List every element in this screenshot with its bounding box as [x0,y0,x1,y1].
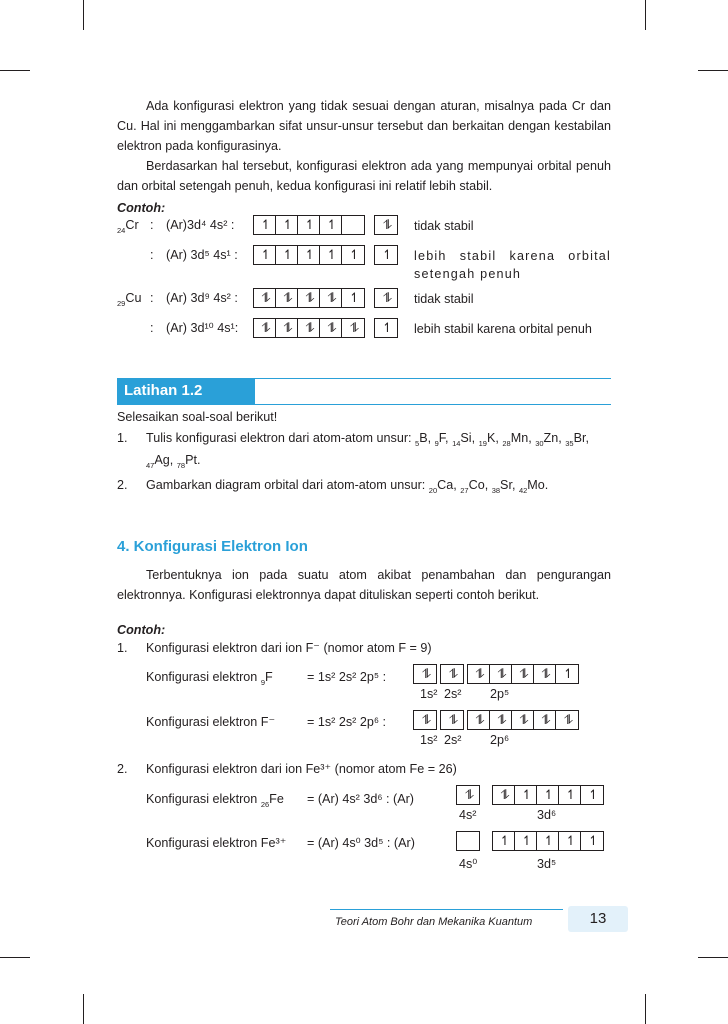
crop-mark [645,0,646,30]
label-2p5: 2p⁵ [490,687,510,701]
fe-config-label: Konfigurasi elektron $_{26}$Fe [146,792,284,809]
orbital-box: ⥮ [349,320,357,335]
orbital-box: ↿ [537,832,559,850]
stability-note: tidak stabil [414,219,474,233]
orbital-box: ⥮ [320,319,342,337]
orbital-box: ↿ [320,246,342,264]
element: $_{42}$Mo. [518,478,549,495]
stability-note: tidak stabil [414,292,474,306]
fe-config-eq: = (Ar) 4s² 3d⁶ : (Ar) [307,792,414,806]
orbital-box: ↿ [320,216,342,234]
colon: : [150,218,154,232]
orbital-box: ↿ [588,833,596,848]
fe3-config-eq: = (Ar) 4s⁰ 3d⁵ : (Ar) [307,836,415,850]
intro-paragraph-1: Ada konfigurasi elektron yang tidak sesuai dengan aturan, misalnya pada Cr dan Cu. Hal ini menggambarkan sifat unsur-unsur tersebut dan berkaitan dengan kestabilan elektron pada konfigurasinya. [117,99,611,153]
crop-mark [645,994,646,1024]
label-2s: 2s² [444,687,462,701]
crop-mark [698,957,728,958]
orbital-box: ↿ [254,246,276,264]
fe3-config-label: Konfigurasi elektron Fe³⁺ [146,836,287,850]
fe3-3d-boxes [492,831,604,851]
config-text: (Ar) 3d⁹ 4s² : [166,291,238,305]
4s-orbital-box [374,288,398,308]
orbital-box: ⥮ [382,290,390,305]
4s-orbital-box [374,318,398,338]
element: $_{28}$Mn, [502,431,536,448]
orbital-box: ⥮ [464,787,472,802]
footer-rule [330,909,563,910]
orbital-box: ↿ [588,787,596,802]
orbital-box: ↿ [254,216,276,234]
orbital-box: ⥮ [468,711,490,729]
element: $_{38}$Sr, [491,478,519,495]
latihan-q2-number: 2. [117,478,128,492]
orbital-box: ↿ [515,786,537,804]
item-1-text: Konfigurasi elektron dari ion F⁻ (nomor atom F = 9) [146,641,432,655]
element: $_{27}$Co, [460,478,492,495]
section-paragraph: Terbentuknya ion pada suatu atom akibat penambahan dan pengurangan elektronnya. Konfigurasi elektronnya dapat dituliskan seperti contoh berikut. [117,568,611,602]
element: $_{30}$Zn, [535,431,566,448]
page-number: 13 [589,910,607,927]
colon: : [150,321,154,335]
crop-mark [0,70,30,71]
orbital-box: ⥮ [276,289,298,307]
f-config-label: Konfigurasi elektron $_9$F [146,670,273,687]
label-2p6: 2p⁶ [490,733,510,747]
f-1s-box [413,664,437,684]
orbital-box: ⥮ [254,319,276,337]
orbital-box: ↿ [276,216,298,234]
orbital-box: ⥮ [421,666,429,681]
orbital-box: ⥮ [382,217,390,232]
example-heading: Contoh: [117,201,166,215]
orbital-box: ↿ [537,786,559,804]
config-text: (Ar)3d⁴ 4s² : [166,218,235,232]
orbital-box: ↿ [298,246,320,264]
latihan-q1-number: 1. [117,431,128,445]
orbital-box: ⥮ [563,712,571,727]
example-2-heading: Contoh: [117,623,166,637]
orbital-box: ↿ [276,246,298,264]
item-2-text: Konfigurasi elektron dari ion Fe³⁺ (nomor atom Fe = 26) [146,762,457,776]
orbital-box: ⥮ [490,665,512,683]
orbital-box: ↿ [493,832,515,850]
f-2p-boxes [467,664,579,684]
crop-mark [0,957,30,958]
crop-mark [83,994,84,1024]
latihan-rule-bottom [117,404,611,405]
label-4s2: 4s² [459,808,477,822]
3d-orbital-boxes [253,288,365,308]
orbital-box: ↿ [563,666,571,681]
orbital-box: ⥮ [448,666,456,681]
orbital-box: ⥮ [276,319,298,337]
config-text: (Ar) 3d⁵ 4s¹ : [166,248,238,262]
orbital-box: ⥮ [448,712,456,727]
latihan-instruction: Selesaikan soal-soal berikut! [117,410,278,424]
element: $_{14}$Si, [452,431,479,448]
fe3-4s-box [456,831,480,851]
orbital-box: ↿ [515,832,537,850]
element: $_{19}$K, [478,431,503,448]
orbital-box: ⥮ [534,665,556,683]
orbital-box: ↿ [382,247,390,262]
element: $_{35}$Br, [565,431,589,448]
label-2s-ion: 2s² [444,733,462,747]
f-config-eq: = 1s² 2s² 2p⁵ : [307,670,387,684]
element: $_{47}$Ag, [146,453,177,470]
config-text: (Ar) 3d¹⁰ 4s¹: [166,321,239,335]
label-1s-ion: 1s² [420,733,438,747]
fion-1s-box [413,710,437,730]
element: $_5$B, [415,431,435,448]
colon: : [150,248,154,262]
latihan-q1: Tulis konfigurasi elektron dari atom-atom unsur: $_5$B, $_9$F, $_{14}$Si, $_{19}$K, $_{28}$Mn, $_{30}$Zn, $_{35}$Br, $_{47}$Ag, $_{78}$Pt. [146,431,589,470]
label-3d5: 3d⁵ [537,857,557,871]
stability-note: lebih stabil karena orbital penuh [414,322,592,336]
fion-config-label: Konfigurasi elektron F⁻ [146,715,276,729]
fion-config-eq: = 1s² 2s² 2p⁶ : [307,715,387,729]
element: $_9$F, [434,431,453,448]
label-3d6: 3d⁶ [537,808,557,822]
orbital-box: ↿ [298,216,320,234]
colon: : [150,291,154,305]
orbital-box: ↿ [349,247,357,262]
crop-mark [83,0,84,30]
orbital-box: ⥮ [534,711,556,729]
element: $_{20}$Ca, [428,478,461,495]
footer-title: Teori Atom Bohr dan Mekanika Kuantum [335,916,533,928]
orbital-box: ↿ [349,290,357,305]
item-1-number: 1. [117,641,128,655]
crop-mark [698,70,728,71]
orbital-box [342,216,364,234]
orbital-box: ⥮ [493,786,515,804]
3d-orbital-boxes [253,245,365,265]
label-4s0: 4s⁰ [459,857,478,871]
latihan-q2: Gambarkan diagram orbital dari atom-atom unsur: $_{20}$Ca, $_{27}$Co, $_{38}$Sr, $_{42}$Mo. [146,478,549,495]
fe-4s-box [456,785,480,805]
orbital-box: ⥮ [512,711,534,729]
section-title: 4. Konfigurasi Elektron Ion [117,538,308,555]
orbital-box: ⥮ [298,319,320,337]
orbital-box: ⥮ [421,712,429,727]
element: $_{78}$Pt. [176,453,201,470]
fion-2s-box [440,710,464,730]
4s-orbital-box [374,245,398,265]
3d-orbital-boxes [253,215,365,235]
fion-2p-boxes [467,710,579,730]
latihan-title: Latihan 1.2 [124,382,203,399]
orbital-box: ↿ [382,320,390,335]
4s-orbital-box [374,215,398,235]
orbital-box: ↿ [559,832,581,850]
fe-3d-boxes [492,785,604,805]
element-symbol: $_{29}$Cu [117,291,142,308]
orbital-box: ⥮ [298,289,320,307]
item-2-number: 2. [117,762,128,776]
orbital-box [457,832,479,850]
orbital-box: ⥮ [320,289,342,307]
q2-elements [428,478,549,495]
orbital-box: ↿ [559,786,581,804]
3d-orbital-boxes [253,318,365,338]
latihan-rule [255,378,611,379]
element-symbol: $_{24}$Cr [117,218,139,235]
f-2s-box [440,664,464,684]
orbital-box: ⥮ [254,289,276,307]
orbital-box: ⥮ [490,711,512,729]
intro-paragraph-2: Berdasarkan hal tersebut, konfigurasi elektron ada yang mempunyai orbital penuh dan orbital setengah penuh, kedua konfigurasi ini relatif lebih stabil. [117,159,611,193]
label-1s: 1s² [420,687,438,701]
orbital-box: ⥮ [512,665,534,683]
stability-note: lebih stabil karena orbital setengah penuh [414,249,611,281]
orbital-box: ⥮ [468,665,490,683]
